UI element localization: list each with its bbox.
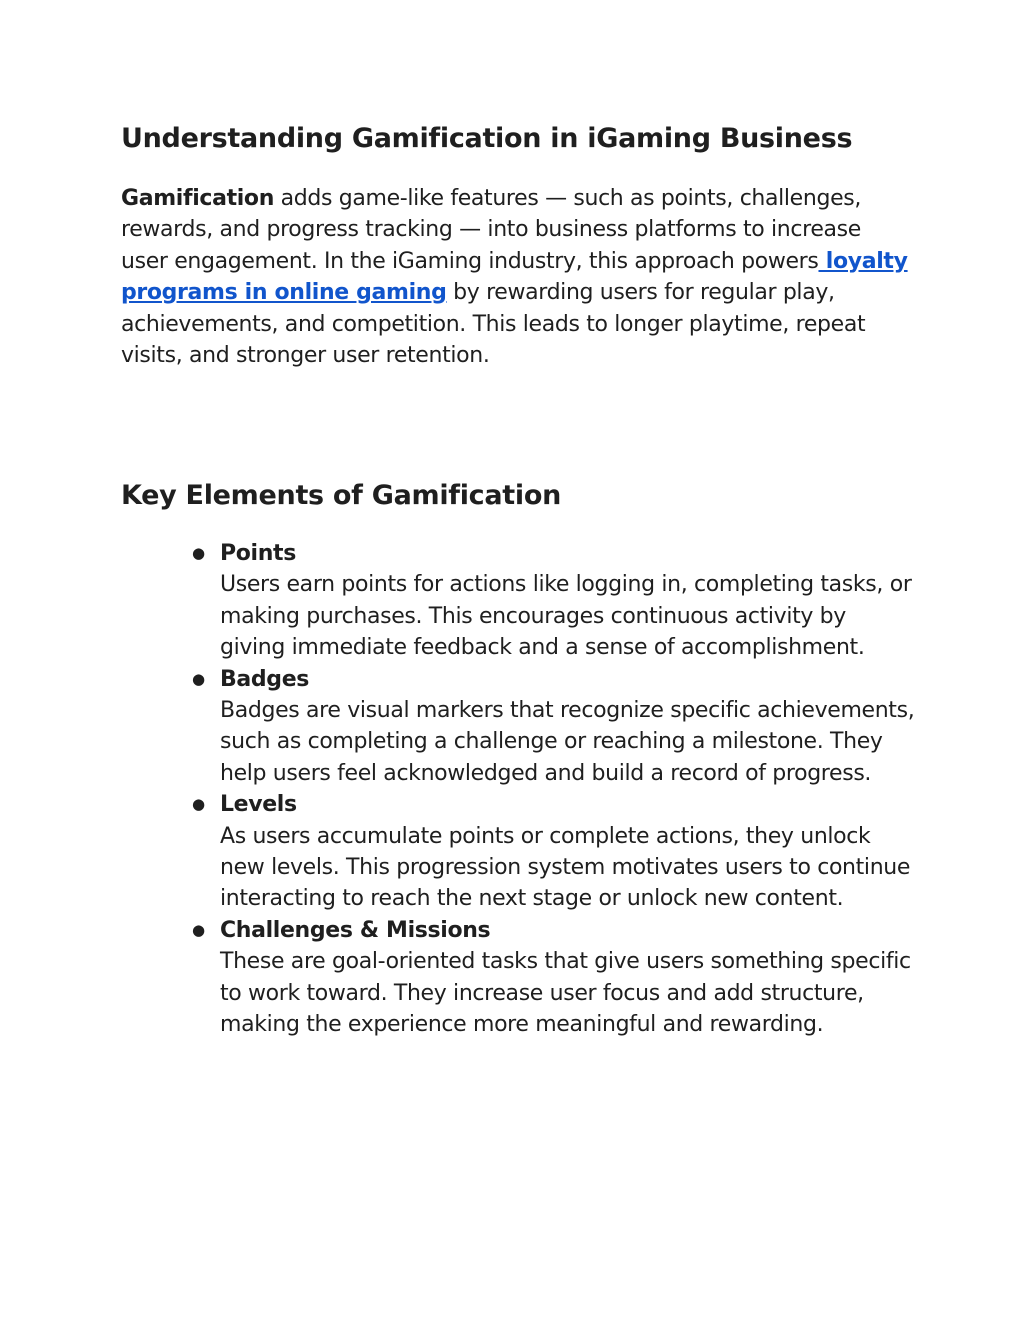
list-item-badges (190, 664, 915, 790)
list-item-title: Challenges & Missions (220, 917, 491, 943)
list-item-points (190, 538, 915, 664)
list-item-title: Levels (220, 792, 297, 818)
intro-text-before-link: adds game-like features — such as points, challenges, rewards, and progress tracking — into business platforms to increase user engagement. In the iGaming industry, this approach powers (121, 186, 862, 274)
intro-text-after-link: by rewarding users for regular play, achievements, and competition. This leads to longer playtime, repeat visits, and stronger user retention. (121, 280, 866, 369)
intro-paragraph (121, 183, 911, 371)
bullet-icon: ● (192, 920, 205, 939)
bullet-icon: ● (192, 795, 205, 814)
list-item-description: Users earn points for actions like logging in, completing tasks, or making purchases. This encourages continuous activity by giving immediate feedback and a sense of accomplishment. (220, 572, 912, 661)
bullet-icon: ● (192, 669, 205, 688)
list-item-description: Badges are visual markers that recognize specific achievements, such as completing a challenge or reaching a milestone. They help users feel acknowledged and build a record of progress. (220, 698, 915, 786)
list-item-challenges-missions (190, 915, 915, 1041)
list-item-description: These are goal-oriented tasks that give users something specific to work toward. They increase user focus and add structure, making the experience more meaningful and rewarding. (220, 949, 911, 1038)
key-elements-list (190, 538, 915, 1041)
intro-term: Gamification (121, 186, 275, 211)
list-item-description: As users accumulate points or complete actions, they unlock new levels. This progression system motivates users to continue interacting to reach the next stage or unlock new content. (220, 823, 911, 912)
section-heading-understanding: Understanding Gamification in iGaming Business (121, 123, 853, 154)
list-item-title: Points (220, 541, 296, 566)
bullet-icon: ● (192, 544, 205, 562)
list-item-title: Badges (220, 666, 310, 692)
section-heading-key-elements: Key Elements of Gamification (121, 480, 562, 511)
list-item-levels (190, 789, 915, 915)
loyalty-programs-link[interactable]: loyalty programs in online gaming (121, 248, 908, 306)
